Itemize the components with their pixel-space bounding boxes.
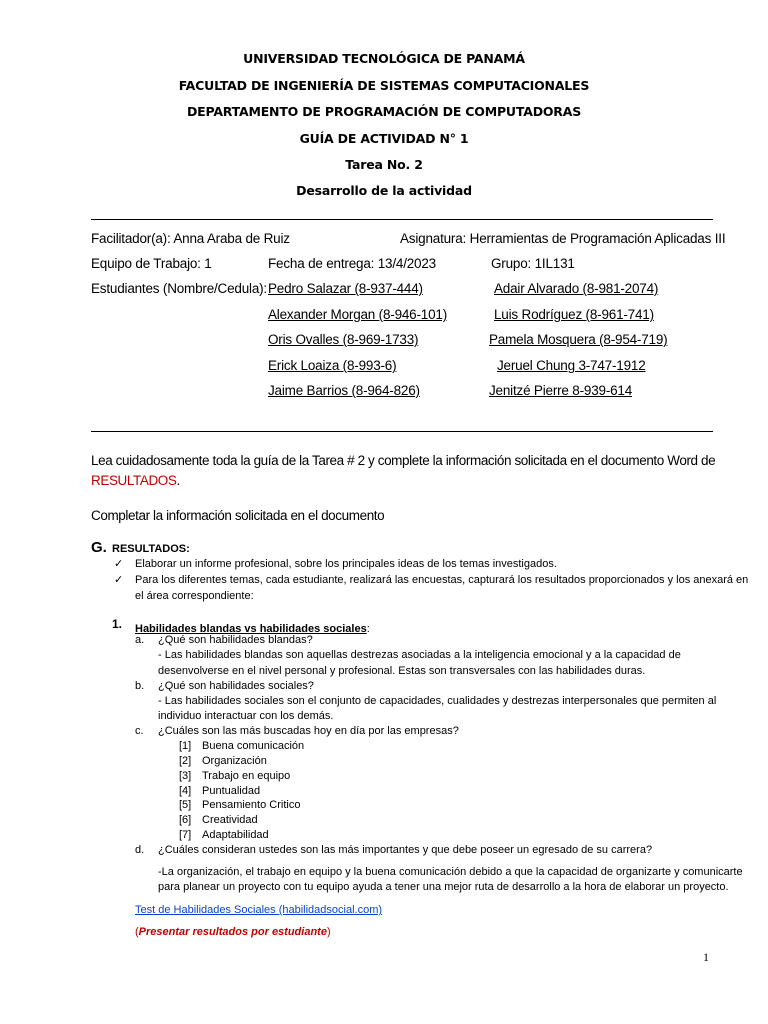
list-item: Organización [202,755,267,767]
list-item: Buena comunicación [202,740,305,752]
department-name: DEPARTAMENTO DE PROGRAMACIÓN DE COMPUTADORAS [186,104,581,119]
list-item-number: [4] [179,785,192,797]
list-item: Creatividad [202,814,258,826]
university-name: UNIVERSIDAD TECNOLÓGICA DE PANAMÁ [243,51,525,66]
list-item-number: [2] [179,755,192,767]
page-number: 1 [703,950,709,964]
divider-top [91,219,713,220]
results-note [135,926,331,938]
faculty-name: FACULTAD DE INGENIERÍA DE SISTEMAS COMPUTACIONALES [178,78,590,93]
divider-bottom [91,431,713,432]
team: Equipo de Trabajo: 1 [91,256,212,271]
student-right: Jenitzé Pierre 8-939-614 [489,383,633,398]
subject: Asignatura: Herramientas de Programación Aplicadas III [400,231,726,246]
answer-d-line: -La organización, el trabajo en equipo y la buena comunicación debido a que la capacidad de organizarte y comunicarte [158,866,743,878]
bullet-text: Elaborar un informe profesional, sobre los principales ideas de los temas investigados. [135,558,557,570]
question-c-label: c. [135,725,144,737]
instruction-line1-continued [91,473,180,488]
question-d-label: d. [135,844,145,856]
section-title: RESULTADOS: [112,543,190,555]
facilitator: Facilitador(a): Anna Araba de Ruiz [91,231,290,246]
question-b: ¿Qué son habilidades sociales? [158,680,314,692]
answer-b-line: - Las habilidades sociales son el conjunto de capacidades, cualidades y destrezas interpersonales que permiten al [158,695,717,707]
question-a-label: a. [135,634,145,646]
instruction-line1: Lea cuidadosamente toda la guía de la Tarea # 2 y complete la información solicitada en el documento Word de [91,453,716,468]
note-text: Presentar resultados por estudiante [138,926,327,938]
due-date: Fecha de entrega: 13/4/2023 [268,256,436,271]
bullet-text: el área correspondiente: [135,590,254,602]
students-label: Estudiantes (Nombre/Cedula): [91,281,267,296]
instruction-period: . [176,473,180,488]
note-open-paren: ( [135,926,139,938]
student-right: Pamela Mosquera (8-954-719) [489,332,668,347]
answer-d-line: para planear un proyecto con tu equipo ayuda a tener una mejor ruta de desarrollo a la hora de elaborar un proyecto. [158,881,729,893]
list-item-number: [6] [179,814,192,826]
student-left: Pedro Salazar (8-937-444) [268,281,423,296]
student-right: Jeruel Chung 3-747-1912 [497,358,646,373]
item-title-colon: : [366,623,370,635]
question-c: ¿Cuáles son las más buscadas hoy en día por las empresas? [158,725,459,737]
student-left: Erick Loaiza (8-993-6) [268,358,397,373]
question-d: ¿Cuáles consideran ustedes son las más importantes y que debe poseer un egresado de su carrera? [158,844,653,856]
section-letter: G. [91,539,107,556]
task-number: Tarea No. 2 [345,157,423,172]
list-item: Adaptabilidad [202,829,269,841]
bullet-text: Para los diferentes temas, cada estudiante, realizará las encuestas, capturará los resultados proporcionados y los anexará en [135,574,749,586]
student-left: Alexander Morgan (8-946-101) [268,307,448,322]
instruction-line2: Completar la información solicitada en el documento [91,508,385,523]
social-skills-test-link[interactable]: Test de Habilidades Sociales (habilidadsocial.com) [135,904,383,916]
answer-a-line: - Las habilidades blandas son aquellas destrezas asociadas a la inteligencia emocional y a la capacidad de [158,649,681,661]
answer-a-line: desenvolverse en el nivel personal y profesional. Estas son transversales con las habilidades duras. [158,665,646,677]
activity-subtitle: Desarrollo de la actividad [296,183,472,198]
student-right: Luis Rodríguez (8-961-741) [494,307,654,322]
activity-guide-title: GUÍA DE ACTIVIDAD N° 1 [299,131,469,146]
list-item-number: [5] [179,799,192,811]
list-item: Puntualidad [202,785,261,797]
student-right: Adair Alvarado (8-981-2074) [494,281,659,296]
item-title: Habilidades blandas vs habilidades sociales [135,623,367,635]
list-item-number: [1] [179,740,192,752]
check-icon: ✓ [114,557,124,570]
answer-b-line: individuo interactuar con los demás. [158,710,334,722]
question-b-label: b. [135,680,145,692]
list-item-number: [7] [179,829,192,841]
results-keyword: RESULTADOS [91,473,177,488]
list-item: Pensamiento Critico [202,799,301,811]
check-icon: ✓ [114,573,124,586]
student-left: Jaime Barrios (8-964-826) [268,383,420,398]
item-number: 1. [112,617,123,631]
group: Grupo: 1IL131 [491,256,575,271]
student-left: Oris Ovalles (8-969-1733) [268,332,419,347]
note-close-paren: ) [326,926,331,938]
list-item-number: [3] [179,770,192,782]
list-item: Trabajo en equipo [202,770,291,782]
question-a: ¿Qué son habilidades blandas? [158,634,313,646]
